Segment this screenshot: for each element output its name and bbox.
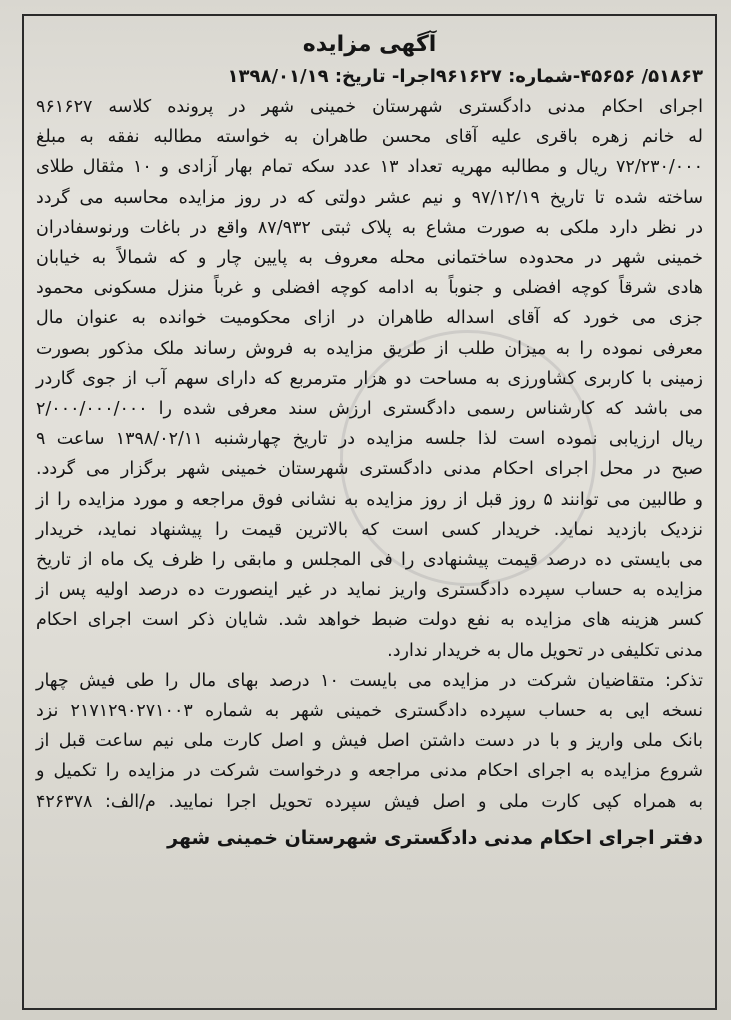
body-line: ساخته شده تا تاریخ ۹۷/۱۲/۱۹ و نیم عشر دولتی که در روز مزایده محاسبه می گردد (36, 187, 703, 208)
body-line: معرفی نموده را به میزان طلب از طریق مزایده به فروش رساند ملک مذکور بصورت (36, 338, 703, 359)
body-line: می بایستی ده درصد قیمت پیشنهادی را فی المجلس و مابقی را ظرف یک ماه از تاریخ (36, 550, 703, 571)
body-line: زمینی با کاربری کشاورزی به مساحت دو هزار مترمربع که دارای سهم آب از جوی گاردر (36, 368, 703, 389)
body-line: مدنی تکلیفی در تحویل مال به خریدار ندارد. (387, 640, 703, 661)
auction-notice (36, 28, 703, 874)
body-line: ریال ارزیابی نموده است لذا جلسه مزایده در تاریخ چهارشنبه ۱۳۹۸/۰۲/۱۱ ساعت ۹ (36, 429, 703, 450)
notice-reference: ۵۱۸۶۳/ ۴۵۶۵۶-شماره: ۹۶۱۶۲۷اجرا- تاریخ: ۱۳۹۸/۰۱/۱۹ (227, 66, 703, 87)
body-line: ۷۲/۲۳۰/۰۰۰ ریال و مطالبه مهریه تعداد ۱۳ عدد سکه تمام بهار آزادی و ۱۰ مثقال طلای (36, 157, 704, 178)
body-line: جزی می خورد که آقای اسداله طاهران در ازای محکومیت خوانده به عنوان مال (36, 308, 703, 329)
body-line: کسر هزینه های مزایده به نفع دولت ضبط خواهد شد. شایان ذکر است اجرای احکام (36, 610, 703, 631)
body-line: نزدیک بازدید نماید. خریدار کسی است که بالاترین قیمت را پیشنهاد نماید، خریدار (36, 519, 703, 540)
body-line: می باشد که کارشناس رسمی دادگستری ارزش سند معرفی شده را ۲/۰۰۰/۰۰۰/۰۰۰ (36, 399, 703, 420)
body-line: له خانم زهره باقری علیه آقای محسن طاهران به خواسته مطالبه نفقه به مبلغ (36, 127, 703, 148)
note-line: به همراه کپی کارت ملی و اصل فیش سپرده تحویل اجرا نمایید. م/الف: ۴۲۶۳۷۸ (36, 791, 703, 812)
note-line: شروع مزایده به اجرای احکام مدنی مراجعه و درخواست شرکت در مزایده را تکمیل و (36, 761, 703, 782)
body-line: و طالبین می توانند ۵ روز قبل از روز مزایده به نشانی فوق مراجعه و مورد مزایده را از (36, 489, 704, 510)
body-line: خمینی شهر در محدوده ساختمانی محله معروف به پایین چار و که شمالاً به خیابان (36, 248, 703, 269)
body-line: مزایده به حساب سپرده دادگستری واریز نماید در غیر اینصورت ده درصد اولیه پس از (36, 580, 703, 601)
note-line: بانک ملی واریز و با در دست داشتن اصل فیش و اصل کارت ملی نیم ساعت قبل از (36, 731, 703, 752)
note-line: نسخه ایی به حساب سپرده دادگستری خمینی شهر به شماره ۲۱۷۱۲۹۰۲۷۱۰۰۳ نزد (36, 701, 703, 722)
body-line: اجرای احکام مدنی دادگستری شهرستان خمینی شهر در پرونده کلاسه ۹۶۱۶۲۷ (36, 97, 703, 117)
notice-title: آگهی مزایده (302, 32, 437, 57)
note-line: تذکر: متقاضیان شرکت در مزایده می بایست ۱۰ درصد بهای مال را طی فیش چهار (36, 670, 703, 691)
body-line: صبح در محل اجرای احکام مدنی دادگستری شهرستان خمینی شهر برگزار می گردد. (36, 459, 703, 480)
notice-body (36, 92, 703, 817)
body-line: در نظر دارد ملکی به صورت مشاع به پلاک ثبتی ۸۷/۹۳۲ واقع در باغات ورنوسفادران (36, 217, 703, 238)
issuing-office: دفتر اجرای احکام مدنی دادگستری شهرستان خمینی شهر (167, 826, 703, 849)
body-line: هادی شرقاً کوچه افضلی و جنوباً به ادامه کوچه افضلی و غرباً منزل مسکونی محمود (36, 278, 703, 299)
